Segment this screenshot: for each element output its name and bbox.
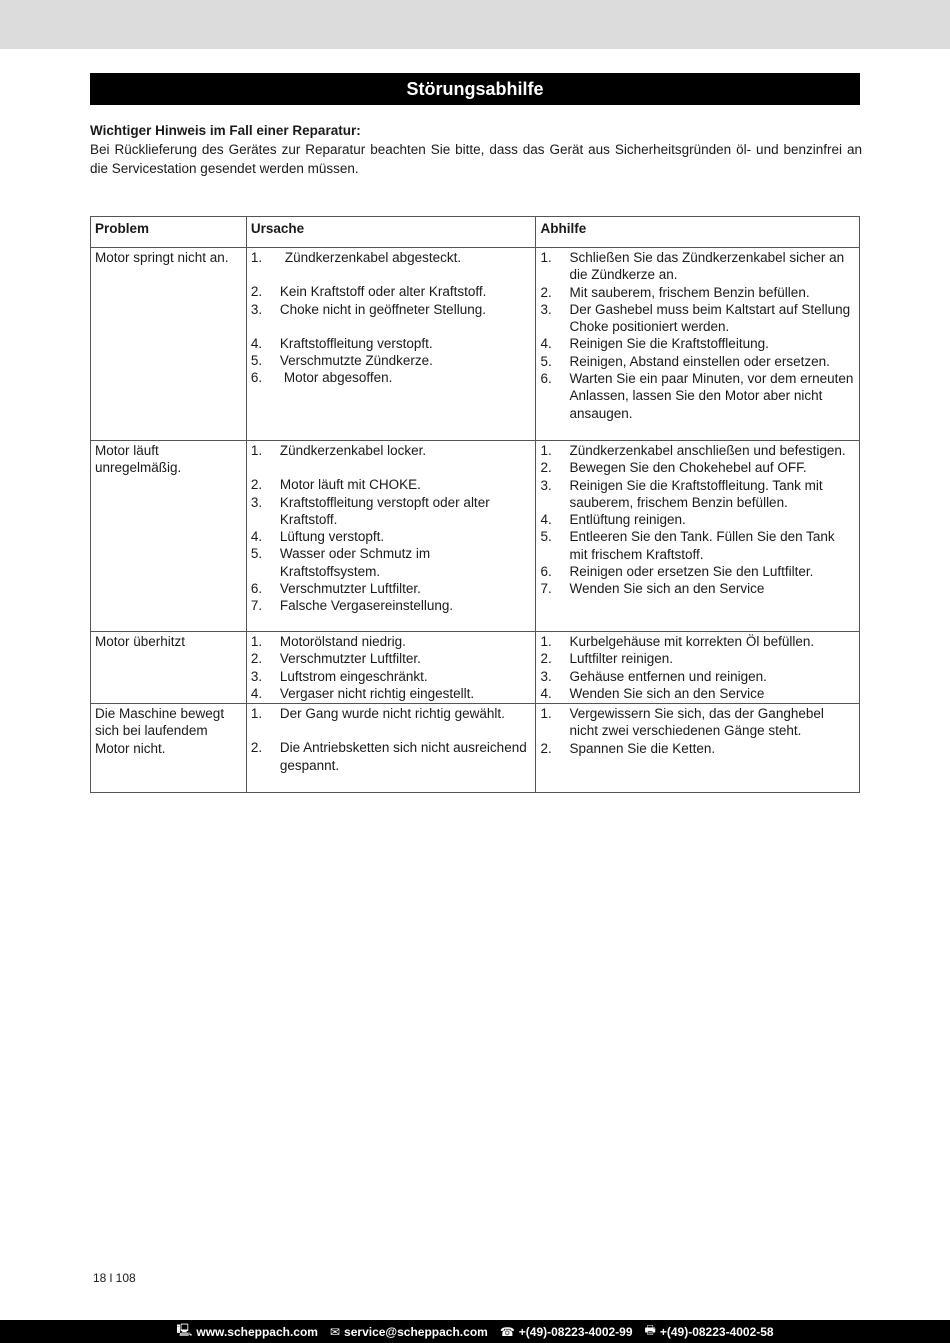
list-item: 3. Kraftstoffleitung verstopft oder alter Kraftstoff. (250, 494, 490, 527)
remedy-list (540, 249, 855, 422)
table-header-row (91, 217, 860, 248)
page-title: Störungsabhilfe (90, 73, 860, 105)
list-item: 3. Choke nicht in geöffneter Stellung. (250, 301, 486, 317)
list-item: 4. Entlüftung reinigen. (540, 512, 686, 528)
problem-cell: Motor springt nicht an. (95, 250, 229, 265)
list-item: 1. Vergewissern Sie sich, das der Ganghebel nicht zwei verschiedenen Gänge steht. (540, 706, 824, 739)
list-item: 5. Verschmutzte Zündkerze. (250, 353, 433, 369)
remedy-list (540, 633, 855, 702)
footer-fax (645, 1321, 774, 1342)
list-item: 1. Kurbelgehäuse mit korrekten Öl befüllen. (540, 634, 815, 649)
column-header-remedy: Abhilfe (536, 217, 860, 248)
list-item: 7. Falsche Vergasereinstellung. (250, 598, 454, 614)
list-item: 2. Motor läuft mit CHOKE. (250, 477, 421, 493)
list-item: 3. Luftstrom eingeschränkt. (250, 668, 428, 684)
list-item: 2. Mit sauberem, frischem Benzin befüllen. (540, 284, 810, 300)
list-item: 4. Lüftung verstopft. (250, 529, 385, 545)
list-item: 4. Reinigen Sie die Kraftstoffleitung. (540, 336, 769, 352)
list-item: 2. Luftfilter reinigen. (540, 651, 674, 667)
remedy-list (540, 442, 855, 598)
list-item: 3. Reinigen Sie die Kraftstoffleitung. Tank mit sauberem, frischem Benzin befüllen. (540, 477, 823, 510)
column-header-cause: Ursache (246, 217, 536, 248)
list-item: 2. Die Antriebsketten sich nicht ausreichend gespannt. (250, 740, 527, 773)
list-item: 3. Der Gashebel muss beim Kaltstart auf Stellung Choke positioniert werden. (540, 301, 851, 335)
list-item: 2. Spannen Sie die Ketten. (540, 740, 716, 756)
table-row (91, 632, 860, 704)
list-item: 5. Wasser oder Schmutz im Kraftstoffsystem. (250, 546, 431, 579)
list-item: 1. Motorölstand niedrig. (250, 634, 406, 649)
cause-list (251, 442, 532, 615)
troubleshooting-table (90, 216, 860, 793)
list-item: 2. Verschmutzter Luftfilter. (250, 651, 421, 667)
cause-list (251, 633, 532, 702)
cause-list (251, 705, 532, 774)
list-item: 5. Reinigen, Abstand einstellen oder ersetzen. (540, 353, 830, 369)
table-row (91, 248, 860, 441)
list-item: 6. Verschmutzter Luftfilter. (250, 581, 421, 597)
list-item: 1. Zündkerzenkabel anschließen und befestigen. (540, 443, 846, 458)
remedy-list (540, 705, 855, 757)
list-item: 1. Zündkerzenkabel abgesteckt. (250, 250, 462, 265)
top-band (0, 0, 950, 49)
list-item: 1. Schließen Sie das Zündkerzenkabel sicher an die Zündkerze an. (540, 250, 845, 283)
list-item: 4. Wenden Sie sich an den Service (540, 685, 765, 701)
table-row (91, 441, 860, 632)
page-number: 18 l 108 (93, 1271, 136, 1285)
list-item: 4. Kraftstoffleitung verstopft. (250, 335, 433, 351)
list-item: 2. Kein Kraftstoff oder alter Kraftstoff. (250, 284, 487, 300)
list-item: 4. Vergaser nicht richtig eingestellt. (250, 685, 475, 701)
list-item: 6. Motor abgesoffen. (250, 370, 393, 386)
cause-list (251, 249, 532, 387)
computer-icon: 🖳︎ (176, 1323, 193, 1337)
list-item: 5. Entleeren Sie den Tank. Füllen Sie den Tank mit frischem Kraftstoff. (540, 529, 835, 562)
problem-cell: Die Maschine bewegt sich bei laufendem Motor nicht. (95, 706, 225, 756)
list-item: 1. Zündkerzenkabel locker. (250, 443, 427, 458)
problem-cell: Motor überhitzt (95, 634, 186, 649)
list-item: 6. Reinigen oder ersetzen Sie den Luftfilter. (540, 564, 814, 580)
phone-number: +(49)-08223-4002-99 (518, 1324, 633, 1339)
table-row (91, 704, 860, 793)
list-item: 6. Warten Sie ein paar Minuten, vor dem erneuten Anlassen, lassen Sie den Motor aber nicht ansaugen. (540, 371, 854, 421)
repair-notice (90, 121, 862, 178)
footer-email[interactable] (330, 1325, 488, 1339)
footer-website[interactable] (176, 1321, 318, 1342)
phone-icon: ☎︎ (499, 1324, 515, 1339)
notice-body: Bei Rücklieferung des Gerätes zur Reparatur beachten Sie bitte, dass das Gerät aus Sicherheitsgründen öl- und benzinfrei an die Servicestation gesendet werden müssen. (90, 142, 862, 176)
list-item: 2. Bewegen Sie den Chokehebel auf OFF. (540, 460, 807, 476)
fax-number: +(49)-08223-4002-58 (659, 1324, 774, 1339)
footer-bar (0, 1320, 950, 1343)
fax-icon: 🖶︎ (644, 1323, 656, 1337)
list-item: 1. Der Gang wurde nicht richtig gewählt. (250, 706, 505, 721)
notice-heading: Wichtiger Hinweis im Fall einer Reparatur: (90, 123, 361, 138)
mail-icon: ✉︎ (329, 1324, 341, 1339)
footer-phone (500, 1325, 633, 1339)
list-item: 7. Wenden Sie sich an den Service (540, 581, 765, 597)
email-link[interactable]: service@scheppach.com (344, 1324, 488, 1339)
problem-cell: Motor läuft unregelmäßig. (95, 443, 182, 476)
list-item: 3. Gehäuse entfernen und reinigen. (540, 668, 767, 684)
website-link[interactable]: www.scheppach.com (196, 1324, 318, 1339)
column-header-problem: Problem (91, 217, 247, 248)
